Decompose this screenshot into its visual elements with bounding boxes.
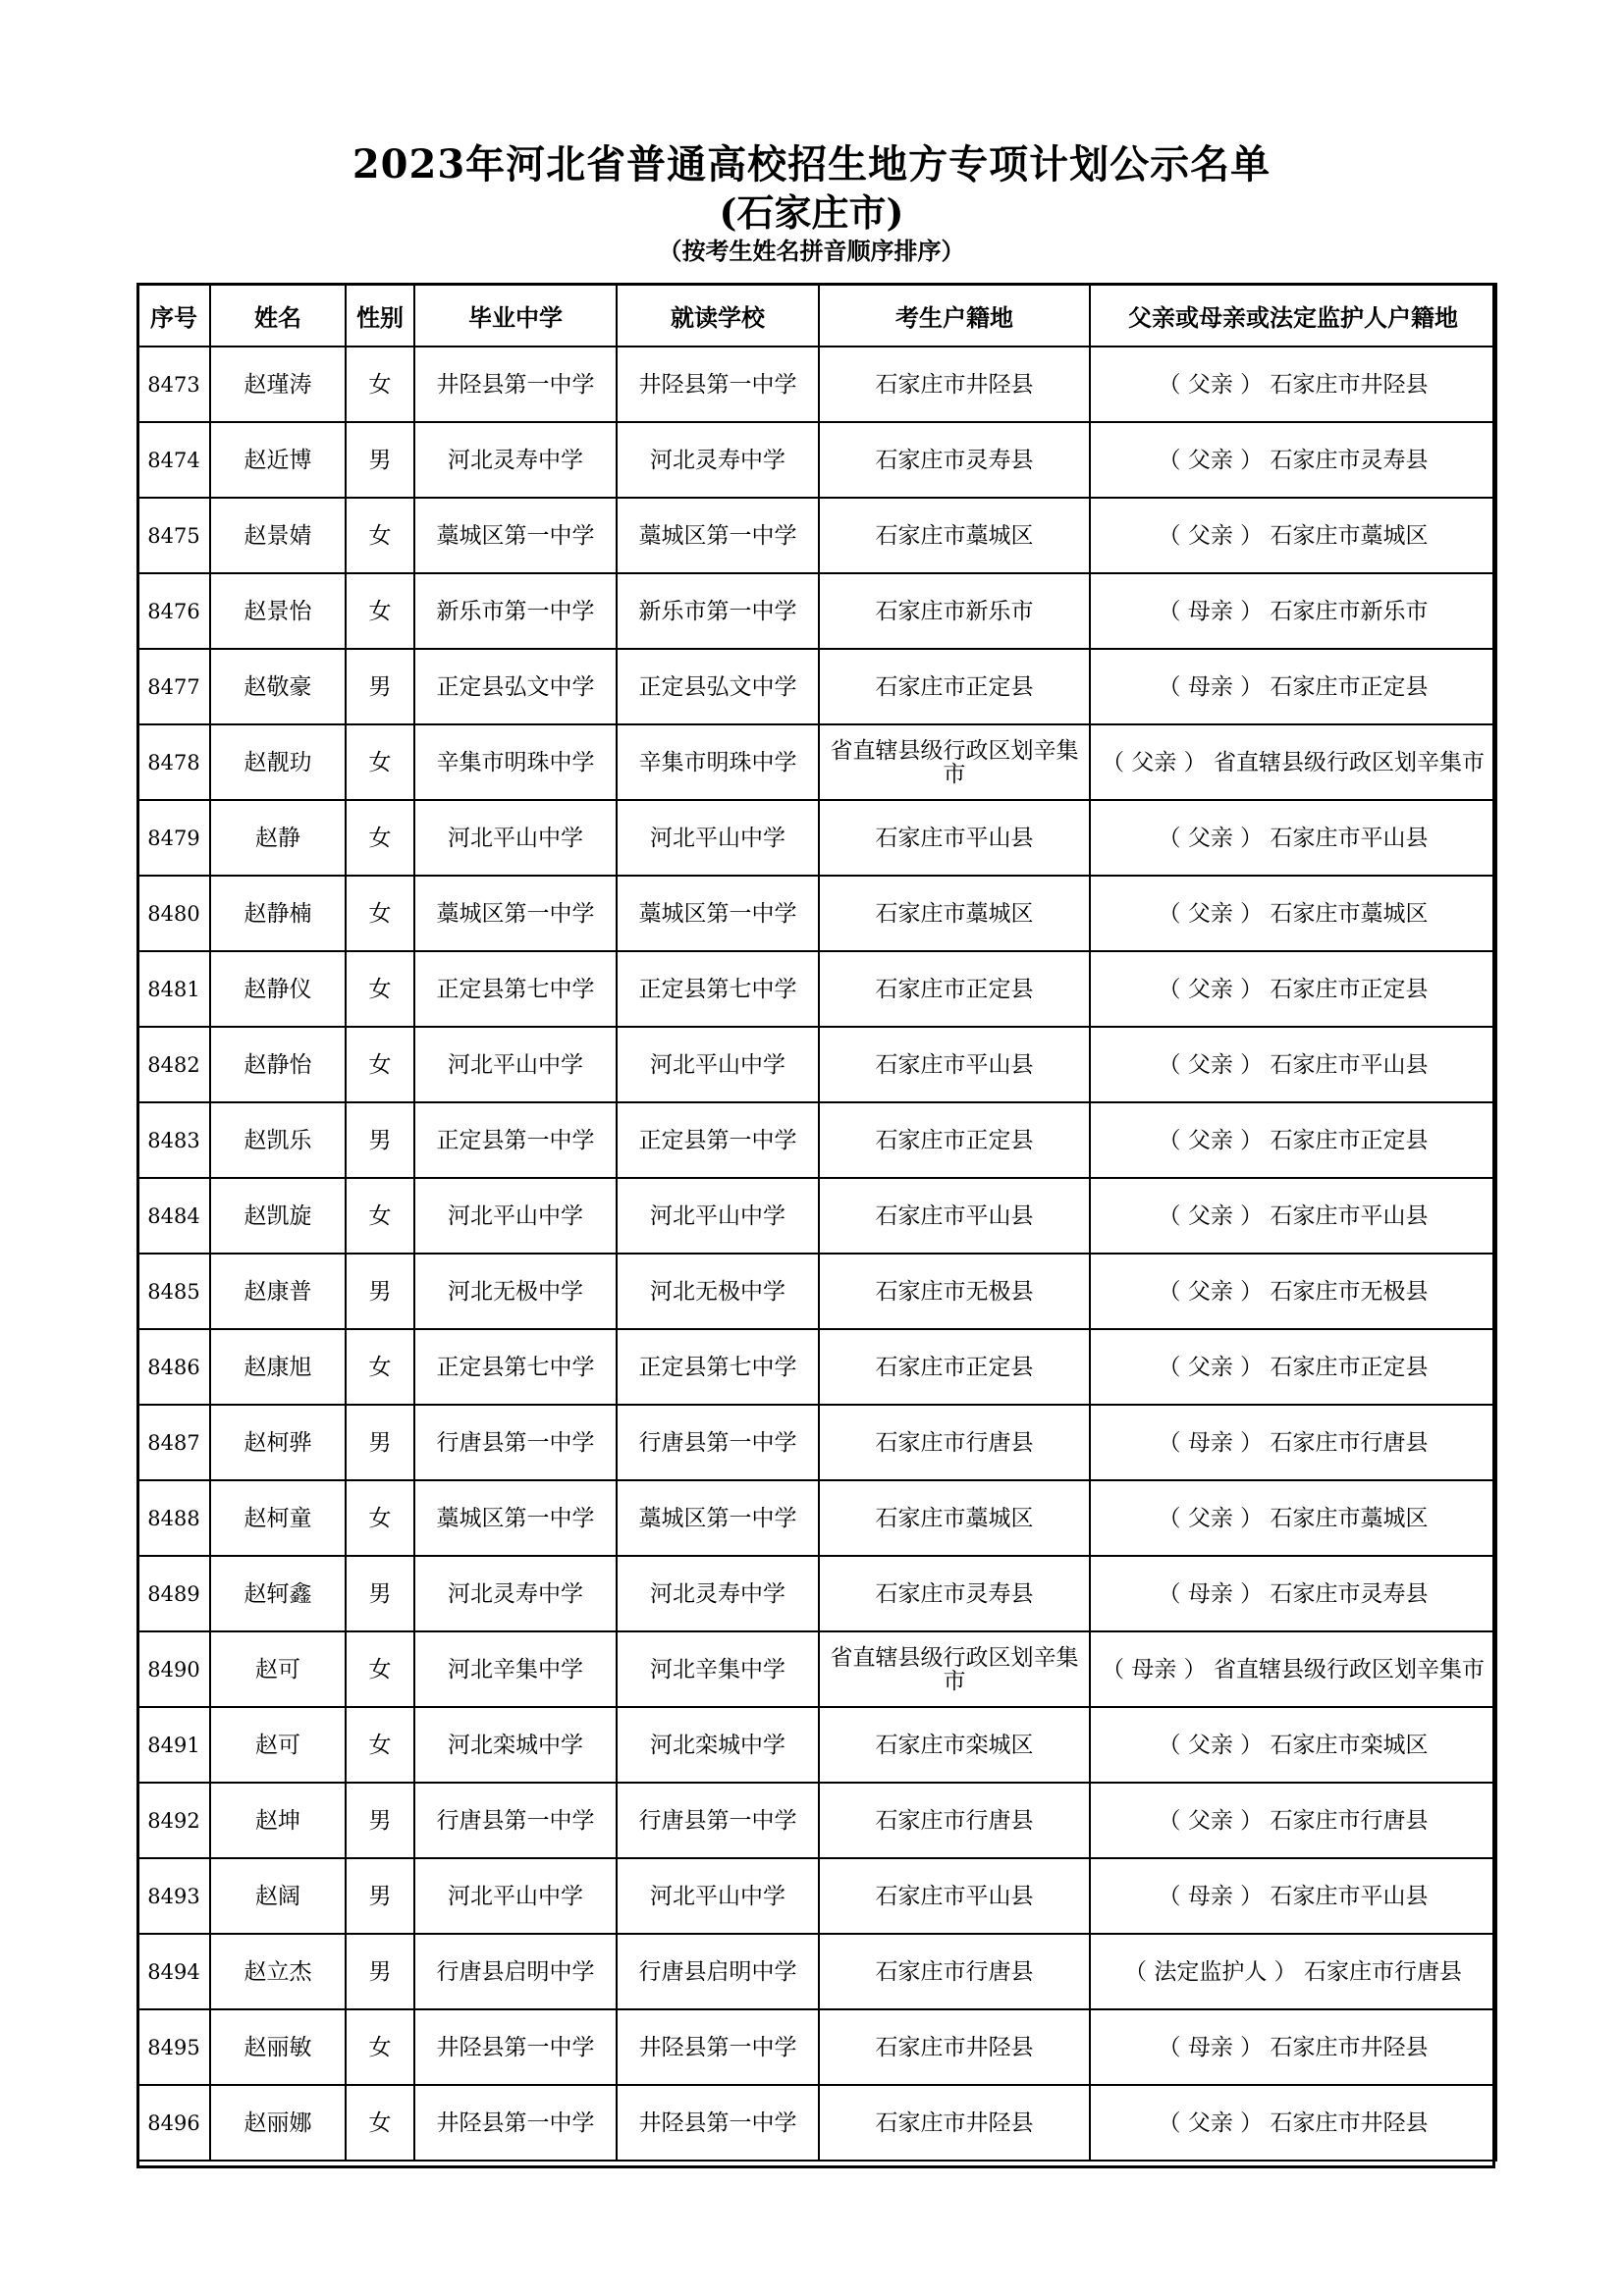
- cell-name: 赵景怡: [210, 573, 346, 649]
- cell-grad-school: 新乐市第一中学: [414, 573, 617, 649]
- cell-name: 赵静: [210, 800, 346, 876]
- cell-grad-school: 河北辛集中学: [414, 1631, 617, 1707]
- cell-gender: 男: [346, 1102, 414, 1178]
- cell-no: 8487: [137, 1405, 210, 1480]
- cell-household: 石家庄市灵寿县: [819, 1556, 1090, 1631]
- cell-name: 赵丽娜: [210, 2085, 346, 2161]
- cell-household: 石家庄市正定县: [819, 951, 1090, 1027]
- cell-no: 8475: [137, 498, 210, 573]
- table-row: [137, 2009, 1496, 2085]
- cell-gender: 女: [346, 1631, 414, 1707]
- table-header-row: [137, 284, 1496, 347]
- cell-no: 8492: [137, 1783, 210, 1858]
- cell-gender: 女: [346, 2085, 414, 2161]
- cell-current-school: 河北平山中学: [617, 1178, 819, 1254]
- cell-no: 8490: [137, 1631, 210, 1707]
- cell-household: 石家庄市平山县: [819, 800, 1090, 876]
- cell-name: 赵柯骅: [210, 1405, 346, 1480]
- cell-household: 石家庄市平山县: [819, 1027, 1090, 1102]
- cell-current-school: 藁城区第一中学: [617, 498, 819, 573]
- cell-current-school: 行唐县启明中学: [617, 1934, 819, 2009]
- table-row: [137, 800, 1496, 876]
- cell-name: 赵可: [210, 1707, 346, 1783]
- cell-household: 石家庄市行唐县: [819, 1934, 1090, 2009]
- cell-grad-school: 河北平山中学: [414, 800, 617, 876]
- cell-name: 赵瑾涛: [210, 347, 346, 422]
- cell-no: 8494: [137, 1934, 210, 2009]
- header-name: 姓名: [210, 284, 346, 347]
- cell-guardian: （ 父亲 ） 石家庄市正定县: [1090, 1329, 1496, 1405]
- document-subtitle: (石家庄市): [719, 190, 904, 235]
- cell-household: 石家庄市藁城区: [819, 876, 1090, 951]
- cell-no: 8473: [137, 347, 210, 422]
- cell-household: 石家庄市藁城区: [819, 498, 1090, 573]
- cell-no: 8476: [137, 573, 210, 649]
- table-row: [137, 1329, 1496, 1405]
- header-household: 考生户籍地: [819, 284, 1090, 347]
- cell-no: 8496: [137, 2085, 210, 2161]
- cell-gender: 女: [346, 1178, 414, 1254]
- cell-guardian: （ 母亲 ） 省直辖县级行政区划辛集市: [1090, 1631, 1496, 1707]
- table-row: [137, 1707, 1496, 1783]
- cell-grad-school: 河北栾城中学: [414, 1707, 617, 1783]
- cell-guardian: （ 母亲 ） 石家庄市正定县: [1090, 649, 1496, 724]
- table-row: [137, 1858, 1496, 1934]
- cell-grad-school: 正定县弘文中学: [414, 649, 617, 724]
- cell-household: 石家庄市井陉县: [819, 2085, 1090, 2161]
- cell-no: 8477: [137, 649, 210, 724]
- table-row: [137, 724, 1496, 800]
- cell-name: 赵康旭: [210, 1329, 346, 1405]
- cell-gender: 男: [346, 1934, 414, 2009]
- cell-no: 8485: [137, 1254, 210, 1329]
- cell-guardian: （ 父亲 ） 石家庄市平山县: [1090, 1027, 1496, 1102]
- cell-guardian: （ 母亲 ） 石家庄市行唐县: [1090, 1405, 1496, 1480]
- cell-current-school: 井陉县第一中学: [617, 2085, 819, 2161]
- cell-household: 石家庄市正定县: [819, 649, 1090, 724]
- header-no: 序号: [137, 284, 210, 347]
- cell-gender: 男: [346, 1783, 414, 1858]
- cell-grad-school: 河北平山中学: [414, 1027, 617, 1102]
- cell-name: 赵丽敏: [210, 2009, 346, 2085]
- table-row: [137, 1556, 1496, 1631]
- cell-grad-school: 井陉县第一中学: [414, 347, 617, 422]
- cell-household: 省直辖县级行政区划辛集市: [819, 1631, 1090, 1707]
- cell-guardian: （ 父亲 ） 石家庄市井陉县: [1090, 2085, 1496, 2161]
- cell-current-school: 新乐市第一中学: [617, 573, 819, 649]
- cell-current-school: 河北栾城中学: [617, 1707, 819, 1783]
- cell-gender: 男: [346, 649, 414, 724]
- cell-guardian: （ 父亲 ） 石家庄市藁城区: [1090, 1480, 1496, 1556]
- header-grad-school: 毕业中学: [414, 284, 617, 347]
- cell-gender: 男: [346, 1405, 414, 1480]
- cell-gender: 女: [346, 1480, 414, 1556]
- cell-gender: 女: [346, 347, 414, 422]
- table-row: [137, 347, 1496, 422]
- cell-household: 石家庄市行唐县: [819, 1783, 1090, 1858]
- cell-guardian: （ 父亲 ） 石家庄市正定县: [1090, 1102, 1496, 1178]
- cell-current-school: 正定县第七中学: [617, 1329, 819, 1405]
- sort-note: （按考生姓名拼音顺序排序）: [658, 237, 965, 265]
- cell-name: 赵静楠: [210, 876, 346, 951]
- cell-name: 赵靓玏: [210, 724, 346, 800]
- cell-guardian: （ 父亲 ） 石家庄市藁城区: [1090, 498, 1496, 573]
- cell-name: 赵轲鑫: [210, 1556, 346, 1631]
- cell-current-school: 河北平山中学: [617, 1858, 819, 1934]
- cell-current-school: 河北平山中学: [617, 1027, 819, 1102]
- cell-current-school: 行唐县第一中学: [617, 1405, 819, 1480]
- cell-household: 石家庄市井陉县: [819, 347, 1090, 422]
- cell-household: 石家庄市正定县: [819, 1329, 1090, 1405]
- table-row: [137, 1934, 1496, 2009]
- cell-guardian: （ 母亲 ） 石家庄市井陉县: [1090, 2009, 1496, 2085]
- cell-guardian: （ 父亲 ） 石家庄市正定县: [1090, 951, 1496, 1027]
- table-row: [137, 573, 1496, 649]
- cell-current-school: 行唐县第一中学: [617, 1783, 819, 1858]
- cell-name: 赵坤: [210, 1783, 346, 1858]
- cell-name: 赵敬豪: [210, 649, 346, 724]
- cell-no: 8482: [137, 1027, 210, 1102]
- cell-guardian: （ 法定监护人 ） 石家庄市行唐县: [1090, 1934, 1496, 2009]
- cell-household: 石家庄市行唐县: [819, 1405, 1090, 1480]
- cell-gender: 女: [346, 876, 414, 951]
- roster-table: [136, 283, 1497, 2162]
- cell-grad-school: 藁城区第一中学: [414, 1480, 617, 1556]
- table-row: [137, 1405, 1496, 1480]
- cell-name: 赵静仪: [210, 951, 346, 1027]
- header-guardian: 父亲或母亲或法定监护人户籍地: [1090, 284, 1496, 347]
- table-row: [137, 1631, 1496, 1707]
- cell-gender: 女: [346, 1027, 414, 1102]
- cell-gender: 男: [346, 1556, 414, 1631]
- cell-no: 8491: [137, 1707, 210, 1783]
- cell-current-school: 河北无极中学: [617, 1254, 819, 1329]
- cell-name: 赵柯童: [210, 1480, 346, 1556]
- table-row: [137, 876, 1496, 951]
- cell-grad-school: 正定县第七中学: [414, 1329, 617, 1405]
- table-row: [137, 2085, 1496, 2161]
- cell-household: 省直辖县级行政区划辛集市: [819, 724, 1090, 800]
- table-row: [137, 649, 1496, 724]
- cell-guardian: （ 父亲 ） 石家庄市无极县: [1090, 1254, 1496, 1329]
- header-current-school: 就读学校: [617, 284, 819, 347]
- table-row: [137, 1102, 1496, 1178]
- cell-household: 石家庄市新乐市: [819, 573, 1090, 649]
- cell-current-school: 正定县第一中学: [617, 1102, 819, 1178]
- cell-name: 赵近博: [210, 422, 346, 498]
- cell-current-school: 藁城区第一中学: [617, 1480, 819, 1556]
- cell-current-school: 河北平山中学: [617, 800, 819, 876]
- table-row: [137, 422, 1496, 498]
- cell-household: 石家庄市藁城区: [819, 1480, 1090, 1556]
- cell-household: 石家庄市平山县: [819, 1858, 1090, 1934]
- table-row: [137, 1027, 1496, 1102]
- cell-name: 赵立杰: [210, 1934, 346, 2009]
- cell-grad-school: 藁城区第一中学: [414, 876, 617, 951]
- cell-no: 8478: [137, 724, 210, 800]
- cell-no: 8495: [137, 2009, 210, 2085]
- cell-gender: 女: [346, 573, 414, 649]
- cell-current-school: 藁城区第一中学: [617, 876, 819, 951]
- cell-gender: 女: [346, 800, 414, 876]
- cell-no: 8481: [137, 951, 210, 1027]
- cell-gender: 女: [346, 1329, 414, 1405]
- cell-no: 8488: [137, 1480, 210, 1556]
- table-row: [137, 1178, 1496, 1254]
- cell-gender: 女: [346, 498, 414, 573]
- cell-guardian: （ 父亲 ） 石家庄市平山县: [1090, 1178, 1496, 1254]
- cell-name: 赵景婧: [210, 498, 346, 573]
- cell-current-school: 河北灵寿中学: [617, 422, 819, 498]
- cell-no: 8474: [137, 422, 210, 498]
- roster-body: [137, 347, 1496, 2161]
- cell-guardian: （ 父亲 ） 石家庄市井陉县: [1090, 347, 1496, 422]
- header-gender: 性别: [346, 284, 414, 347]
- cell-gender: 男: [346, 1254, 414, 1329]
- cell-current-school: 正定县第七中学: [617, 951, 819, 1027]
- cell-no: 8480: [137, 876, 210, 951]
- cell-grad-school: 正定县第一中学: [414, 1102, 617, 1178]
- cell-grad-school: 辛集市明珠中学: [414, 724, 617, 800]
- cell-grad-school: 河北无极中学: [414, 1254, 617, 1329]
- cell-name: 赵阔: [210, 1858, 346, 1934]
- cell-grad-school: 井陉县第一中学: [414, 2085, 617, 2161]
- cell-current-school: 辛集市明珠中学: [617, 724, 819, 800]
- cell-household: 石家庄市正定县: [819, 1102, 1090, 1178]
- cell-gender: 女: [346, 1707, 414, 1783]
- cell-guardian: （ 父亲 ） 石家庄市平山县: [1090, 800, 1496, 876]
- cell-grad-school: 行唐县第一中学: [414, 1405, 617, 1480]
- cell-household: 石家庄市平山县: [819, 1178, 1090, 1254]
- cell-guardian: （ 母亲 ） 石家庄市灵寿县: [1090, 1556, 1496, 1631]
- cell-grad-school: 藁城区第一中学: [414, 498, 617, 573]
- cell-guardian: （ 父亲 ） 石家庄市栾城区: [1090, 1707, 1496, 1783]
- table-row: [137, 1254, 1496, 1329]
- cell-gender: 女: [346, 724, 414, 800]
- cell-current-school: 河北灵寿中学: [617, 1556, 819, 1631]
- document-title: 2023年河北省普通高校招生地方专项计划公示名单: [352, 141, 1271, 187]
- cell-grad-school: 河北灵寿中学: [414, 1556, 617, 1631]
- table-row: [137, 1783, 1496, 1858]
- cell-guardian: （ 父亲 ） 石家庄市行唐县: [1090, 1783, 1496, 1858]
- cell-guardian: （ 父亲 ） 省直辖县级行政区划辛集市: [1090, 724, 1496, 800]
- cell-household: 石家庄市井陉县: [819, 2009, 1090, 2085]
- cell-current-school: 正定县弘文中学: [617, 649, 819, 724]
- cell-name: 赵凯乐: [210, 1102, 346, 1178]
- cell-name: 赵凯旋: [210, 1178, 346, 1254]
- cell-grad-school: 河北平山中学: [414, 1178, 617, 1254]
- cell-no: 8484: [137, 1178, 210, 1254]
- cell-name: 赵静怡: [210, 1027, 346, 1102]
- cell-no: 8489: [137, 1556, 210, 1631]
- cell-grad-school: 河北灵寿中学: [414, 422, 617, 498]
- cell-gender: 女: [346, 951, 414, 1027]
- cell-guardian: （ 父亲 ） 石家庄市藁城区: [1090, 876, 1496, 951]
- cell-grad-school: 行唐县第一中学: [414, 1783, 617, 1858]
- cell-current-school: 河北辛集中学: [617, 1631, 819, 1707]
- cell-household: 石家庄市灵寿县: [819, 422, 1090, 498]
- cell-grad-school: 正定县第七中学: [414, 951, 617, 1027]
- cell-no: 8483: [137, 1102, 210, 1178]
- cell-gender: 女: [346, 2009, 414, 2085]
- cell-household: 石家庄市栾城区: [819, 1707, 1090, 1783]
- cell-guardian: （ 母亲 ） 石家庄市新乐市: [1090, 573, 1496, 649]
- cell-name: 赵康普: [210, 1254, 346, 1329]
- cell-grad-school: 行唐县启明中学: [414, 1934, 617, 2009]
- cell-no: 8486: [137, 1329, 210, 1405]
- cell-current-school: 井陉县第一中学: [617, 347, 819, 422]
- cell-no: 8479: [137, 800, 210, 876]
- cell-gender: 男: [346, 422, 414, 498]
- cell-grad-school: 井陉县第一中学: [414, 2009, 617, 2085]
- table-row: [137, 1480, 1496, 1556]
- cell-gender: 男: [346, 1858, 414, 1934]
- cell-name: 赵可: [210, 1631, 346, 1707]
- table-row: [137, 498, 1496, 573]
- cell-grad-school: 河北平山中学: [414, 1858, 617, 1934]
- cell-guardian: （ 母亲 ） 石家庄市平山县: [1090, 1858, 1496, 1934]
- cell-household: 石家庄市无极县: [819, 1254, 1090, 1329]
- table-row: [137, 951, 1496, 1027]
- cell-current-school: 井陉县第一中学: [617, 2009, 819, 2085]
- cell-guardian: （ 父亲 ） 石家庄市灵寿县: [1090, 422, 1496, 498]
- cell-no: 8493: [137, 1858, 210, 1934]
